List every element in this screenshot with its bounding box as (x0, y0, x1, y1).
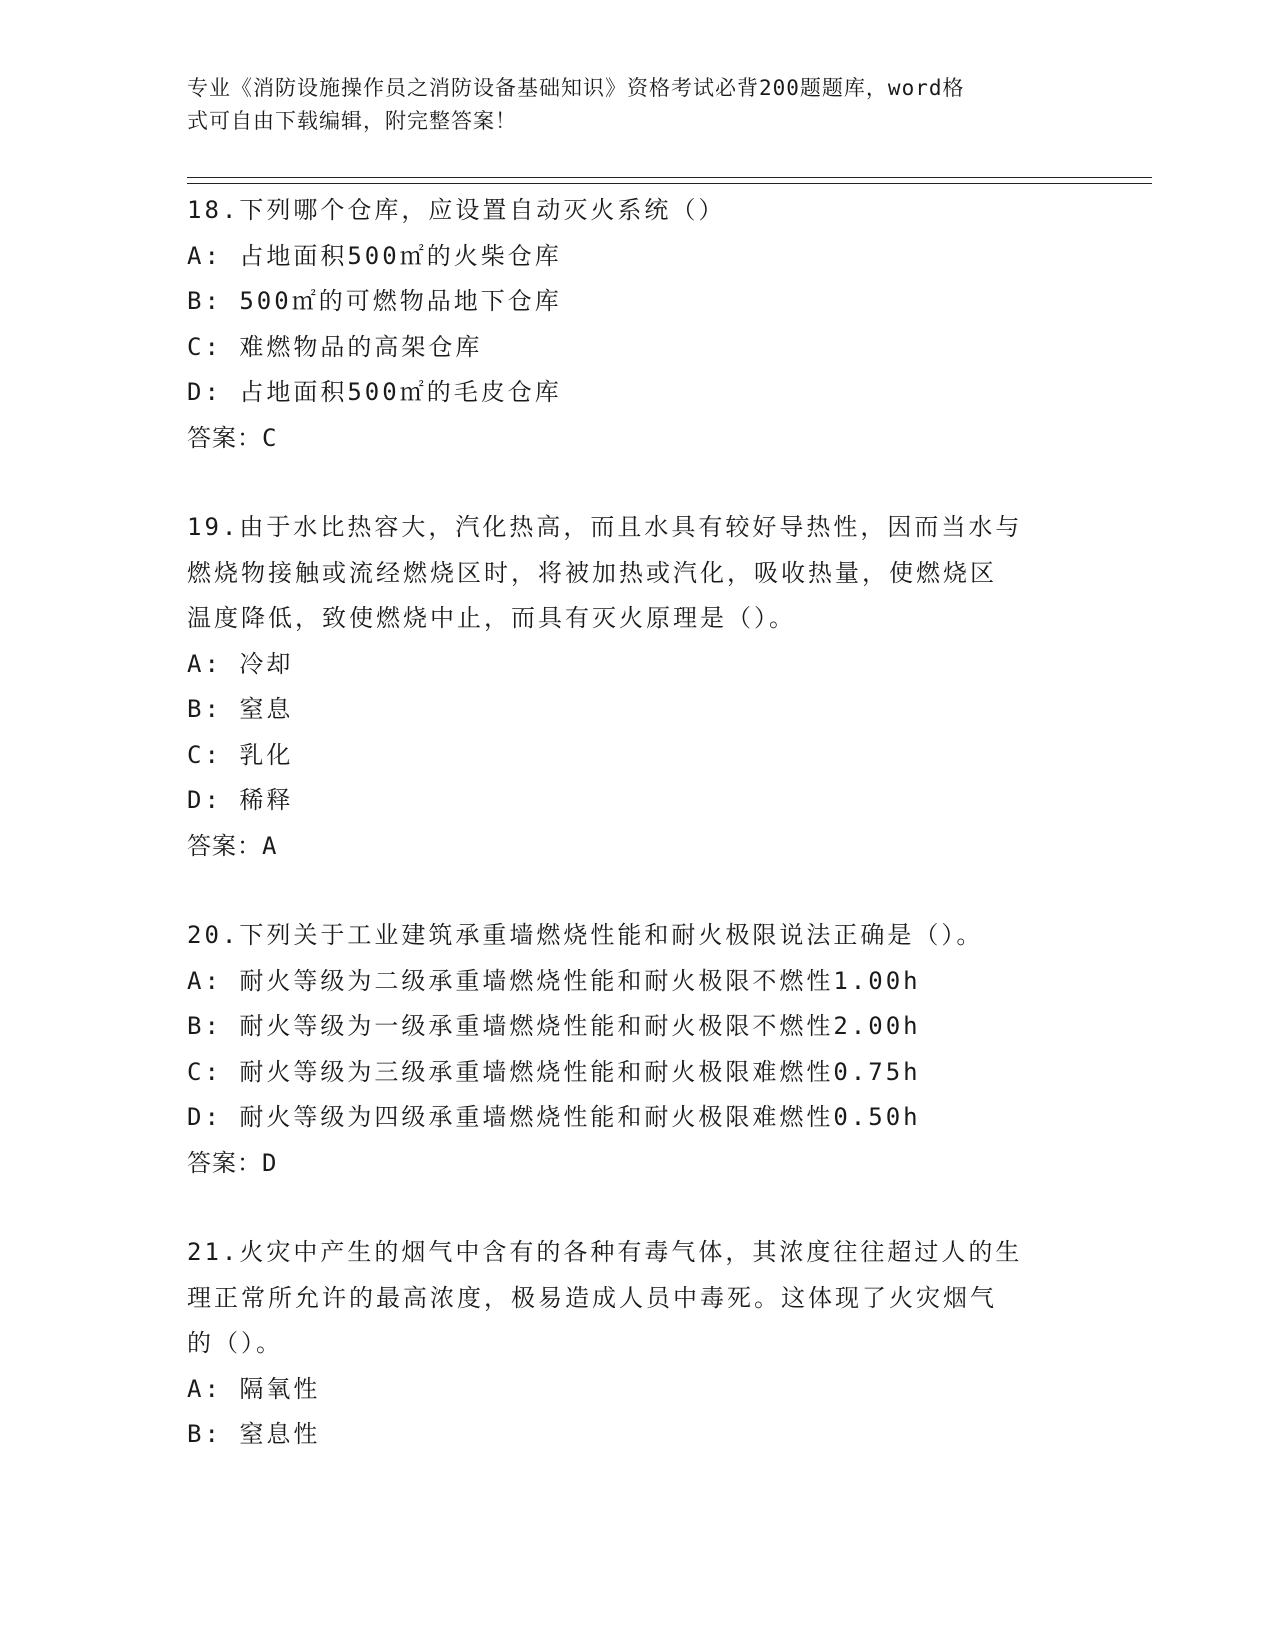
option-c: C: 耐火等级为三级承重墙燃烧性能和耐火极限难燃性0.75h (187, 1057, 921, 1086)
question-21 (187, 1230, 1087, 1458)
question-text: 理正常所允许的最高浓度，极易造成人员中毒死。这体现了火灾烟气 (187, 1283, 997, 1312)
answer-line: 答案：A (187, 831, 278, 860)
header-rule-bottom (187, 183, 1152, 184)
option-a: A: 隔氧性 (187, 1374, 321, 1403)
option-b: B: 窒息性 (187, 1420, 321, 1448)
answer-line: 答案：C (187, 423, 278, 452)
question-text: 21.火灾中产生的烟气中含有的各种有毒气体，其浓度往往超过人的生 (187, 1238, 1023, 1266)
option-d: D: 稀释 (187, 786, 294, 814)
question-18 (187, 188, 1087, 461)
question-text: 20.下列关于工业建筑承重墙燃烧性能和耐火极限说法正确是（）。 (187, 921, 984, 949)
option-b: B: 耐火等级为一级承重墙燃烧性能和耐火极限不燃性2.00h (187, 1012, 921, 1040)
option-d: D: 占地面积500㎡的毛皮仓库 (187, 378, 562, 406)
option-b: B: 窒息 (187, 695, 294, 723)
option-a: A: 耐火等级为二级承重墙燃烧性能和耐火极限不燃性1.00h (187, 966, 921, 995)
option-b: B: 500㎡的可燃物品地下仓库 (187, 287, 562, 315)
option-a: A: 占地面积500㎡的火柴仓库 (187, 241, 562, 270)
question-text: 温度降低，致使燃烧中止，而具有灭火原理是（）。 (187, 604, 796, 632)
header-line: 式可自由下载编辑，附完整答案！ (187, 109, 517, 133)
question-list (187, 188, 1087, 1502)
document-header (187, 72, 1067, 138)
question-text: 19.由于水比热容大，汽化热高，而且水具有较好导热性，因而当水与 (187, 513, 1023, 541)
option-c: C: 难燃物品的高架仓库 (187, 332, 483, 361)
answer-line: 答案：D (187, 1148, 278, 1177)
question-20 (187, 913, 1087, 1186)
option-a: A: 冷却 (187, 649, 294, 678)
option-c: C: 乳化 (187, 740, 294, 769)
question-text: 的（）。 (187, 1329, 283, 1357)
question-text: 18.下列哪个仓库，应设置自动灭火系统（） (187, 196, 726, 224)
question-19 (187, 505, 1087, 869)
header-rule-top (187, 177, 1152, 178)
header-line: 专业《消防设施操作员之消防设备基础知识》资格考试必背200题题库，word格 (187, 76, 965, 100)
question-text: 燃烧物接触或流经燃烧区时，将被加热或汽化，吸收热量，使燃烧区 (187, 558, 997, 587)
option-d: D: 耐火等级为四级承重墙燃烧性能和耐火极限难燃性0.50h (187, 1103, 921, 1131)
